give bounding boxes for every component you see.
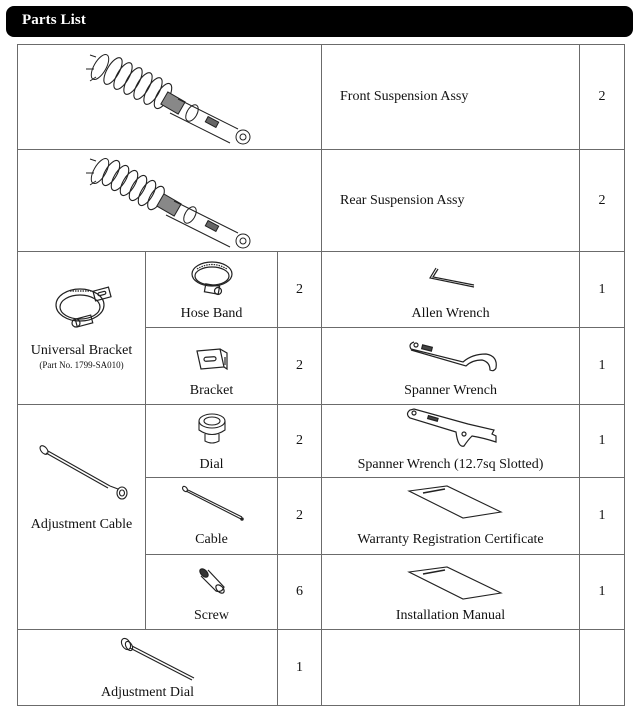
- item-qty: 2: [278, 328, 322, 405]
- cable-cell: [146, 478, 278, 555]
- item-name: Spanner Wrench (12.7sq Slotted): [357, 457, 544, 472]
- adjustment-cable-cell: [18, 405, 146, 630]
- item-qty: 1: [580, 328, 625, 405]
- parts-list-header: [6, 6, 633, 37]
- item-name: Warranty Registration Certificate: [357, 532, 544, 547]
- universal-bracket-name: Universal Bracket: [30, 342, 133, 358]
- item-name: Cable: [195, 532, 228, 547]
- rear-suspension-image-cell: [18, 150, 322, 252]
- item-name: Spanner Wrench: [404, 383, 497, 398]
- slotted-spanner-icon: [406, 408, 502, 450]
- item-qty: 2: [580, 150, 625, 252]
- parts-table: [17, 44, 625, 706]
- cable-icon: [181, 485, 247, 523]
- document-icon: [407, 485, 503, 521]
- item-qty: 2: [580, 45, 625, 150]
- universal-bracket-cell: [18, 252, 146, 405]
- item-qty: 1: [580, 478, 625, 555]
- item-name: Hose Band: [180, 306, 243, 321]
- item-name: Front Suspension Assy: [322, 45, 580, 150]
- dial-knob-icon: [197, 413, 227, 447]
- warranty-cell: [322, 478, 580, 555]
- hose-clamp-icon: [189, 257, 235, 303]
- adjustment-cable-name: Adjustment Cable: [30, 517, 133, 532]
- cable-icon: [38, 444, 130, 500]
- spanner-wrench-cell: [322, 328, 580, 405]
- item-qty: 1: [278, 630, 322, 706]
- front-suspension-image-cell: [18, 45, 322, 150]
- allen-wrench-cell: [322, 252, 580, 328]
- item-name: Adjustment Dial: [101, 685, 194, 700]
- table-row: [18, 150, 625, 252]
- item-qty: 6: [278, 555, 322, 630]
- item-name: Allen Wrench: [411, 306, 490, 321]
- bracket-cell: [146, 328, 278, 405]
- table-row: [18, 45, 625, 150]
- header-title: Parts List: [22, 12, 86, 28]
- dial-cell: [146, 405, 278, 478]
- adjustment-dial-icon: [118, 636, 198, 682]
- item-name: Bracket: [189, 383, 234, 398]
- item-qty: 2: [278, 405, 322, 478]
- spanner-wrench-icon: [408, 340, 504, 374]
- item-qty: 1: [580, 555, 625, 630]
- item-name: Screw: [194, 608, 229, 623]
- hose-clamp-bracket-icon: [50, 281, 120, 331]
- item-qty: 1: [580, 252, 625, 328]
- adjustment-dial-cell: [18, 630, 278, 706]
- empty-cell: [322, 630, 580, 706]
- table-row: [18, 252, 625, 328]
- item-qty: 2: [278, 478, 322, 555]
- item-name: Dial: [199, 457, 224, 472]
- item-qty: 1: [580, 405, 625, 478]
- universal-bracket-part-no: (Part No. 1799-SA010): [39, 359, 124, 370]
- item-qty: 2: [278, 252, 322, 328]
- slotted-spanner-cell: [322, 405, 580, 478]
- allen-wrench-icon: [428, 266, 478, 292]
- screw-cell: [146, 555, 278, 630]
- hose-band-cell: [146, 252, 278, 328]
- table-row: [18, 405, 625, 478]
- coilover-icon: [78, 151, 258, 251]
- item-name: Rear Suspension Assy: [322, 150, 580, 252]
- screw-icon: [198, 567, 228, 595]
- manual-cell: [322, 555, 580, 630]
- document-icon: [407, 566, 503, 602]
- bracket-icon: [194, 345, 230, 375]
- coilover-icon: [78, 47, 258, 147]
- item-name: Installation Manual: [395, 608, 506, 623]
- table-row: [18, 630, 625, 706]
- empty-cell: [580, 630, 625, 706]
